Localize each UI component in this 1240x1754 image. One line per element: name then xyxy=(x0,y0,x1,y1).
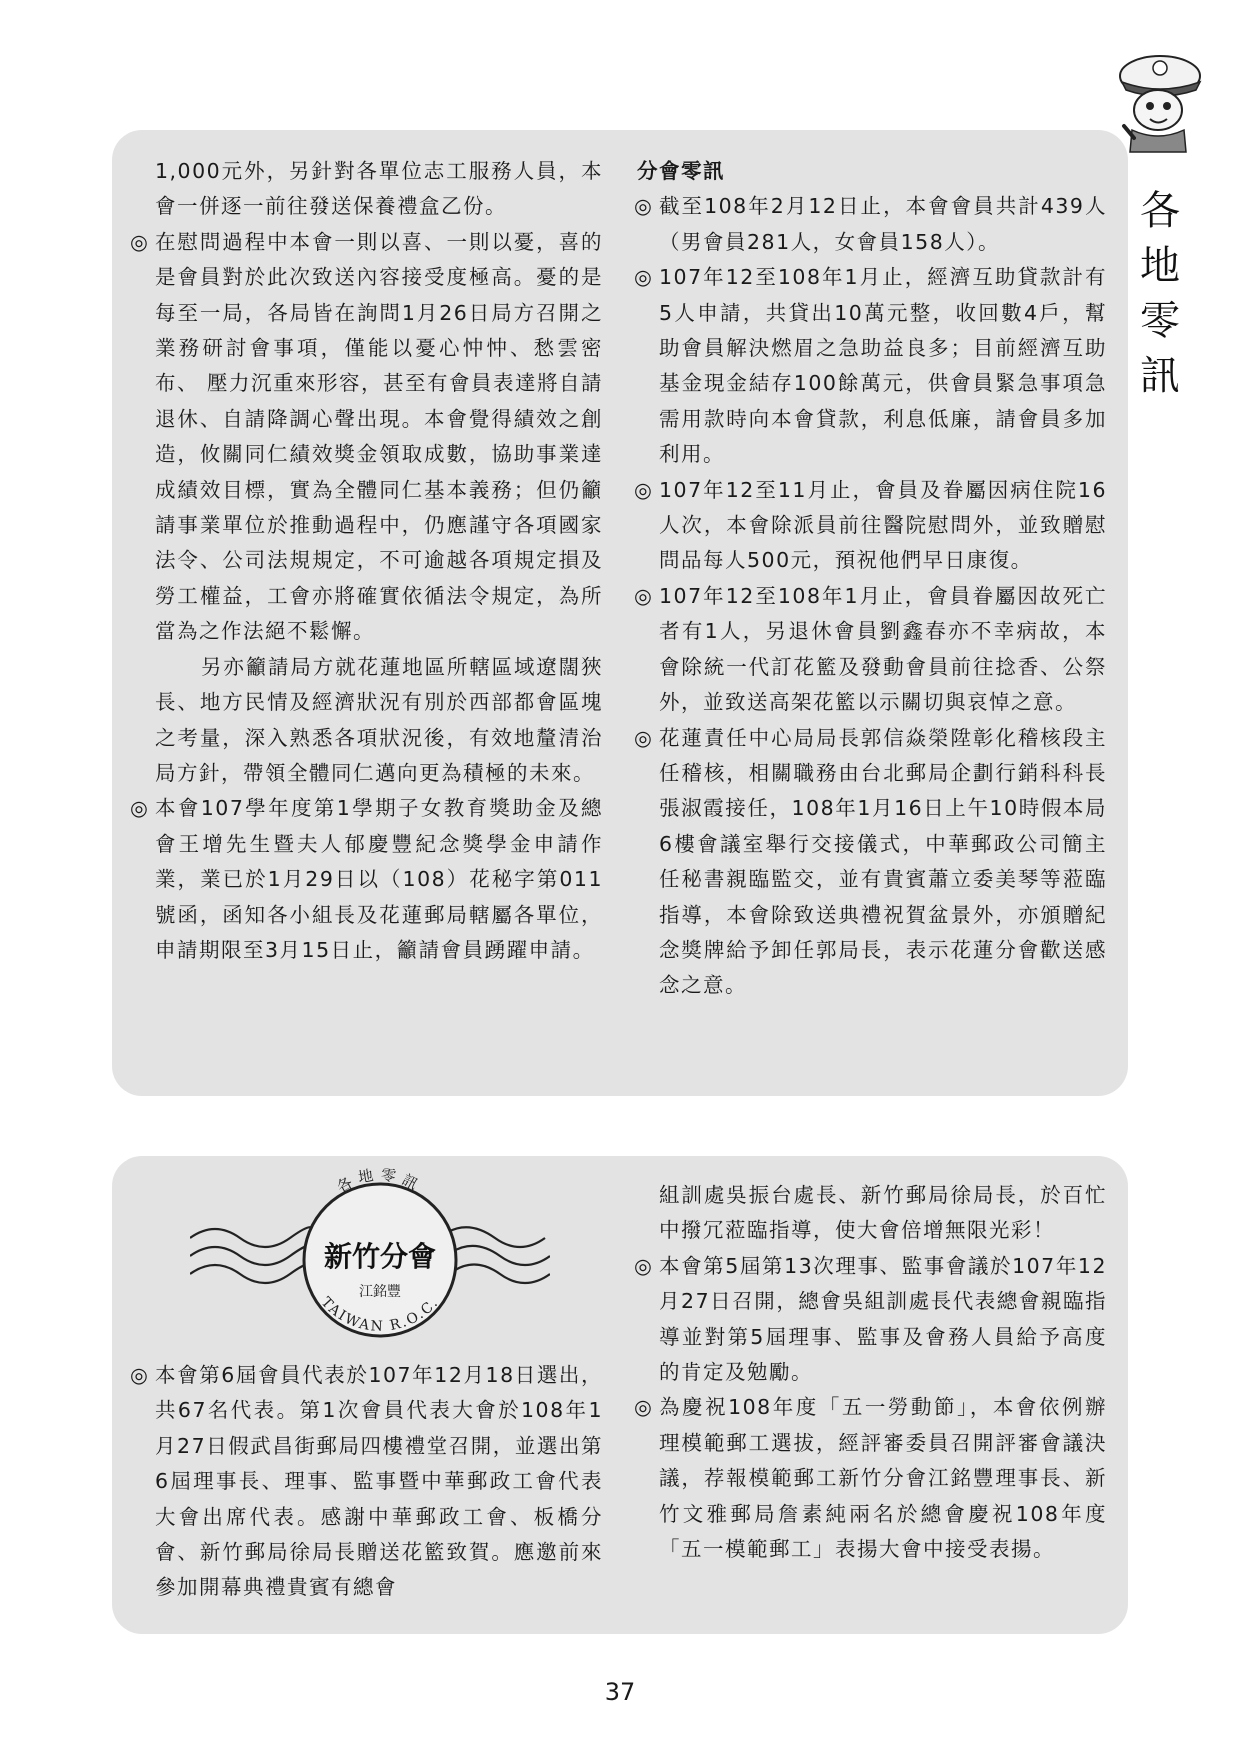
bullet-paragraph: ◎ 為慶祝108年度「五一勞動節」，本會依例辦理模範郵工選拔，經評審委員召開評審會議決議，荐報模範郵工新竹分會江銘豐理事長、新竹文雅郵局詹素純兩名於總會慶祝108年度「五一模範郵工」表揚大會中接受表揚。 xyxy=(634,1395,1107,1562)
panel2-left-column xyxy=(130,1358,603,1606)
bullet-paragraph: ◎ 截至108年2月12日止，本會會員共計439人（男會員281人，女會員158人）。 xyxy=(634,194,1107,254)
panel2-right-column xyxy=(634,1178,1107,1567)
branch-news-heading: 分會零訊 xyxy=(637,159,725,183)
bullet-paragraph: ◎ 本會107學年度第1學期子女教育獎助金及總會王增先生暨夫人郁慶豐紀念獎學金申請作業，業已於1月29日以（108）花秘字第011號函，函知各小組長及花蓮郵局轄屬各單位，申請期限至3月15日止，籲請會員踴躍申請。 xyxy=(130,796,603,962)
page-number: 37 xyxy=(604,1678,636,1706)
section-vertical-title xyxy=(1130,184,1190,404)
paragraph: 另亦籲請局方就花蓮地區所轄區域遼闊狹長、地方民情及經濟狀況有別於西部都會區塊之考量，深入熟悉各項狀況後，有效地釐清治局方針，帶領全體同仁邁向更為積極的未來。 xyxy=(155,654,603,785)
bullet-paragraph: ◎ 在慰問過程中本會一則以喜、一則以憂，喜的是會員對於此次致送內容接受度極高。憂的是每至一局，各局皆在詢問1月26日局方召開之業務研討會事項，僅能以憂心忡忡、愁雲密布、 壓力沉重來形容，甚至有會員表達將自請退休、自請降調心聲出現。本會覺得績效之創造，攸關同仁績效獎金領取成數，協助事業達成績效目標，實為全體同仁基本義務；但仍籲請事業單位於推動過程中，仍應謹守各項國家法令、公司法規規定，不可逾越各項規定損及勞工權益，工會亦將確實依循法令規定，為所當為之作法絕不鬆懈。 xyxy=(130,229,604,644)
bullet-paragraph: ◎ 107年12至11月止，會員及眷屬因病住院16人次，本會除派員前往醫院慰問外，並致贈慰問品每人500元，預祝他們早日康復。 xyxy=(634,477,1107,573)
section-title-char: 訊 xyxy=(1140,353,1180,399)
section-title-char: 地 xyxy=(1140,243,1180,289)
section-title-char: 零 xyxy=(1140,298,1180,344)
paragraph: 1,000元外，另針對各單位志工服務人員，本會一併逐一前往發送保養禮盒乙份。 xyxy=(155,159,603,219)
panel1-right-column xyxy=(634,154,1107,1004)
stamp-top-text: 各地零訊 xyxy=(333,1165,427,1197)
bullet-paragraph: ◎ 本會第6屆會員代表於107年12月18日選出，共67名代表。第1次會員代表大會於108年1月27日假武昌街郵局四樓禮堂召開，並選出第6屆理事長、理事、監事暨中華郵政工會代表大會出席代表。感謝中華郵政工會、板橋分會、新竹郵局徐局長贈送花籃致賀。應邀前來參加開幕典禮貴賓有總會 xyxy=(130,1363,603,1600)
bullet-paragraph: ◎ 107年12至108年1月止，經濟互助貸款計有5人申請，共貸出10萬元整，收回數4戶，幫助會員解決燃眉之急助益良多；目前經濟互助基金現金結存100餘萬元，供會員緊急事項急需用款時向本會貸款，利息低廉，請會員多加利用。 xyxy=(634,265,1107,467)
bullet-paragraph: ◎ 花蓮責任中心局局長郭信焱榮陞彰化稽核段主任稽核，相關職務由台北郵局企劃行銷科科長張淑霞接任，108年1月16日上午10時假本局6樓會議室舉行交接儀式，中華郵政公司簡主任秘書親臨監交，並有貴賓蕭立委美琴等蒞臨指導，本會除致送典禮祝賀盆景外，亦頒贈紀念獎牌給予卸任郭局長，表示花蓮分會歡送感念之意。 xyxy=(634,725,1107,998)
stamp-title: 新竹分會 xyxy=(323,1240,437,1273)
stamp-author: 江銘豐 xyxy=(359,1284,401,1300)
section-title-char: 各 xyxy=(1140,188,1180,234)
mascot-illustration xyxy=(1112,46,1204,154)
bullet-paragraph: ◎ 本會第5屆第13次理事、監事會議於107年12月27日召開，總會吳組訓處長代表總會親臨指導並對第5屆理事、監事及會務人員給予高度的肯定及勉勵。 xyxy=(634,1253,1107,1385)
paragraph: 組訓處吳振台處長、新竹郵局徐局長，於百忙中撥冗蒞臨指導，使大會倍增無限光彩！ xyxy=(659,1183,1107,1243)
bullet-paragraph: ◎ 107年12至108年1月止，會員眷屬因故死亡者有1人，另退休會員劉鑫春亦不幸病故，本會除統一代訂花籃及發動會員前往捻香、公祭外，並致送高架花籃以示關切與哀悼之意。 xyxy=(634,583,1107,715)
postmark-stamp xyxy=(190,1160,550,1350)
panel1-left-column xyxy=(130,154,604,968)
stamp-bottom-text: TAIWAN R.O.C. xyxy=(317,1294,443,1335)
